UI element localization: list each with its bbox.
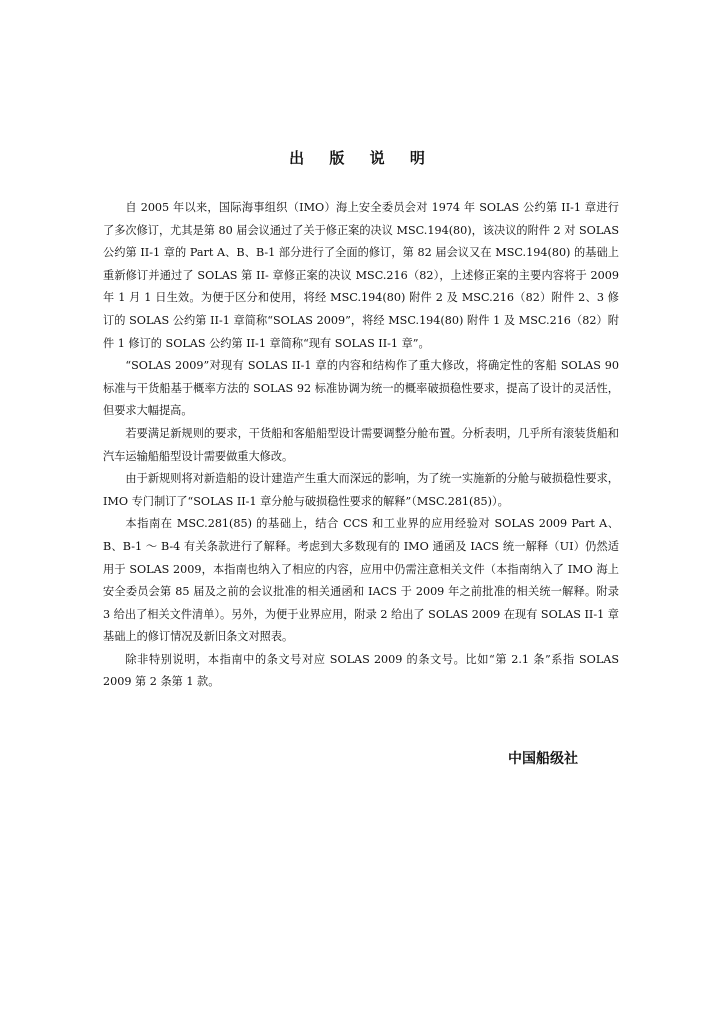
publisher-signature: 中国船级社: [508, 751, 578, 767]
paragraph-4: 由于新规则将对新造船的设计建造产生重大而深远的影响，为了统一实施新的分舱与破损稳性要求，IMO 专门制订了“SOLAS II-1 章分舱与破损稳性要求的解释”（MSC.281(85)）。: [103, 472, 619, 508]
page-title: 出 版 说 明: [289, 149, 435, 167]
paragraph-2: “SOLAS 2009”对现有 SOLAS II-1 章的内容和结构作了重大修改，将确定性的客船 SOLAS 90 标准与干货船基于概率方法的 SOLAS 92 标准协调为统一的概率破损稳性要求，提高了设计的灵活性，但要求大幅提高。: [103, 359, 619, 418]
document-body: [103, 197, 619, 694]
paragraph-5: 本指南在 MSC.281(85) 的基础上，结合 CCS 和工业界的应用经验对 SOLAS 2009 Part A、B、B-1 ～ B-4 有关条款进行了解释。考虑到大多数现有的 IMO 通函及 IACS 统一解释（UI）仍然适用于 SOLAS 2009，本指南也纳入了相应的内容，应用中仍需注意相关文件（本指南纳入了 IMO 海上安全委员会第 85 届及之前的会议批准的相关通函和 IACS 于 2009 年之前批准的相关统一解释。附录 3 给出了相关文件清单）。另外，为便于业界应用，附录 2 给出了 SOLAS 2009 在现有 SOLAS II-1 章基础上的修订情况及新旧条文对照表。: [103, 517, 619, 644]
paragraph-6: 除非特别说明，本指南中的条文号对应 SOLAS 2009 的条文号。比如“第 2.1 条”系指 SOLAS 2009 第 2 条第 1 款。: [103, 652, 619, 689]
paragraph-1: 自 2005 年以来，国际海事组织（IMO）海上安全委员会对 1974 年 SOLAS 公约第 II-1 章进行了多次修订，尤其是第 80 届会议通过了关于修正案的决议 MSC.194(80)，该决议的附件 2 对 SOLAS 公约第 II-1 章的 Part A、B、B-1 部分进行了全面的修订，第 82 届会议又在 MSC.194(80) 的基础上重新修订并通过了 SOLAS 第 II- 章修正案的决议 MSC.216（82），上述修正案的主要内容将于 2009 年 1 月 1 日生效。为便于区分和使用，将经 MSC.194(80) 附件 2 及 MSC.216（82）附件 2、3 修订的 SOLAS 公约第 II-1 章简称“SOLAS 2009”，将经 MSC.194(80) 附件 1 及 MSC.216（82）附件 1 修订的 SOLAS 公约第 II-1 章简称“现有 SOLAS II-1 章”。: [103, 201, 619, 350]
paragraph-3: 若要满足新规则的要求，干货船和客船船型设计需要调整分舱布置。分析表明，几乎所有滚装货船和汽车运输船船型设计需要做重大修改。: [103, 426, 619, 463]
